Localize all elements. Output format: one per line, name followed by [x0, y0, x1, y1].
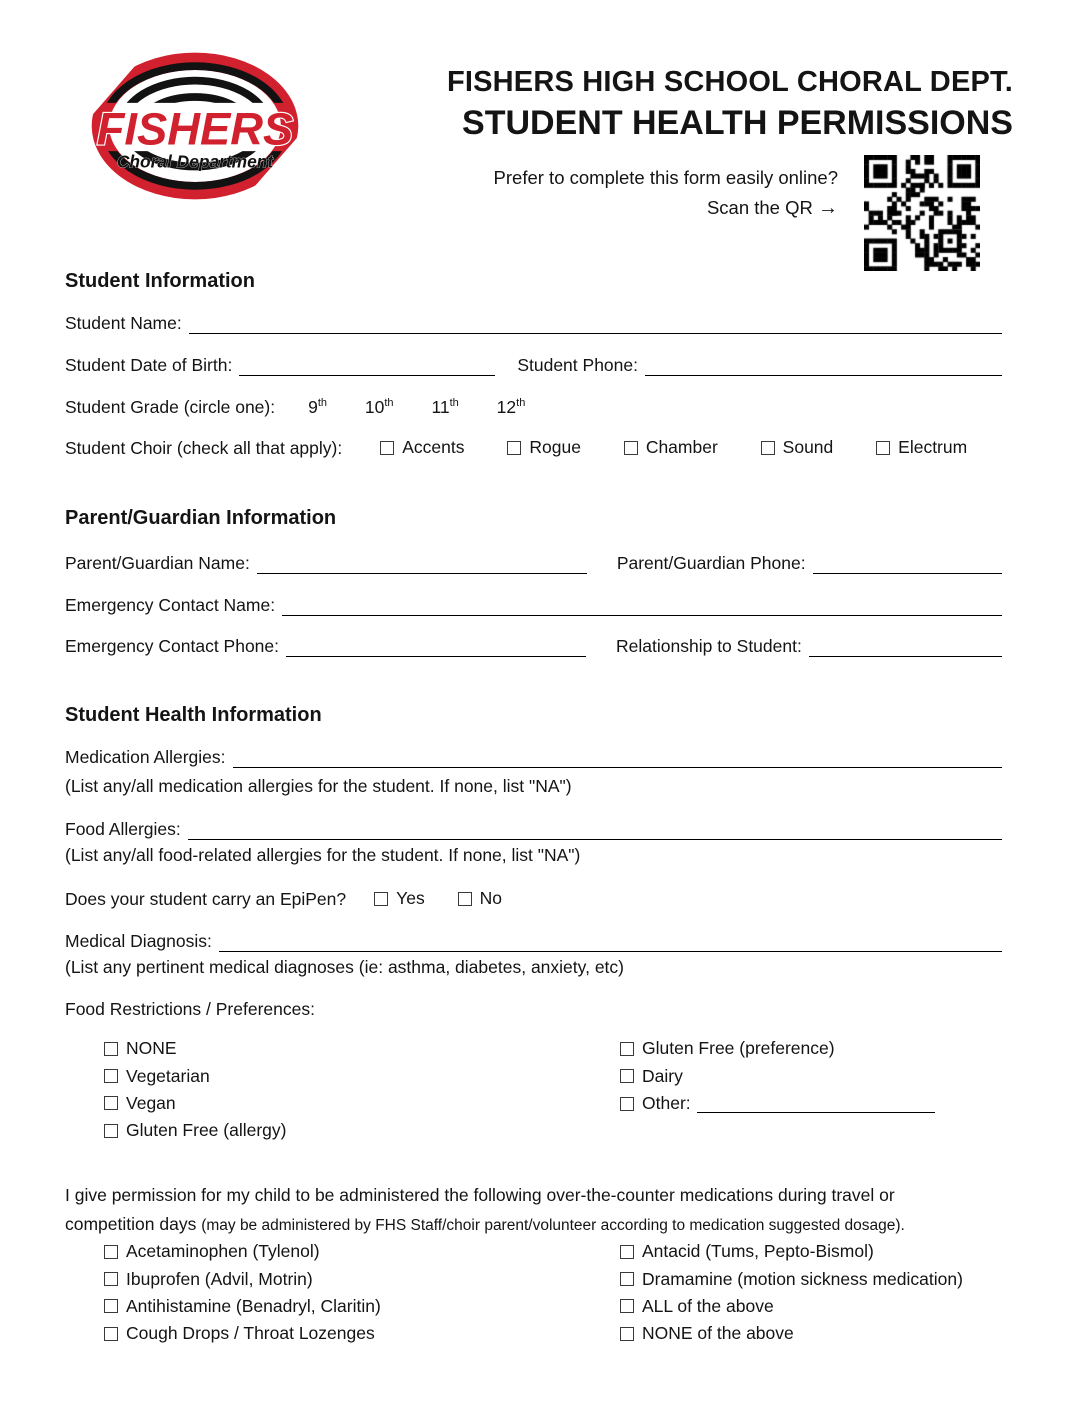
- form-title-line2: STUDENT HEALTH PERMISSIONS: [462, 104, 1013, 142]
- food-restriction-option[interactable]: [104, 1117, 286, 1144]
- form-title-line1: FISHERS HIGH SCHOOL CHORAL DEPT.: [446, 66, 1013, 98]
- medication-option[interactable]: [620, 1293, 963, 1320]
- food-restriction-label: Vegan: [126, 1092, 176, 1113]
- parent-name-label: Parent/Guardian Name:: [65, 553, 250, 573]
- checkbox-icon[interactable]: [104, 1272, 118, 1286]
- medical-diagnosis-input-line[interactable]: [219, 931, 1002, 952]
- student-dob-phone-row: [65, 353, 1002, 376]
- food-restrictions-col2: [620, 1035, 835, 1090]
- medication-option[interactable]: [104, 1293, 381, 1320]
- parent-phone-input-line[interactable]: [813, 553, 1002, 574]
- choral-dept-logo: [84, 48, 306, 204]
- food-restrictions-col1: [104, 1035, 286, 1145]
- medical-diagnosis-row: [65, 929, 1002, 952]
- medication-allergies-note: (List any/all medication allergies for the student. If none, list "NA"): [65, 776, 572, 796]
- choir-option-label: Sound: [782, 436, 834, 457]
- emergency-name-input-line[interactable]: [282, 595, 1002, 616]
- student-name-input-line[interactable]: [189, 313, 1002, 334]
- epipen-row: [65, 887, 1002, 910]
- grade-option[interactable]: [365, 397, 394, 417]
- medications-col2: [620, 1238, 963, 1348]
- checkbox-icon[interactable]: [620, 1097, 634, 1111]
- medication-option[interactable]: [620, 1265, 963, 1292]
- medication-label: Antihistamine (Benadryl, Claritin): [126, 1295, 381, 1316]
- medication-label: Acetaminophen (Tylenol): [126, 1241, 320, 1262]
- medication-label: Antacid (Tums, Pepto-Bismol): [642, 1241, 874, 1262]
- medication-allergies-row: [65, 745, 1002, 768]
- logo-title: FISHERS: [96, 103, 294, 155]
- food-allergies-input-line[interactable]: [188, 819, 1002, 840]
- food-allergies-note: (List any/all food-related allergies for the student. If none, list "NA"): [65, 845, 581, 865]
- choir-option-label: Rogue: [529, 436, 581, 457]
- food-restriction-label: Gluten Free (allergy): [126, 1120, 287, 1141]
- grade-number: 11: [431, 397, 450, 417]
- food-restriction-other-option[interactable]: [620, 1090, 935, 1117]
- grade-suffix: th: [384, 397, 394, 410]
- choir-option-label: Accents: [402, 436, 465, 457]
- choir-option[interactable]: [380, 437, 464, 458]
- emergency-name-label: Emergency Contact Name:: [65, 595, 276, 615]
- grade-option[interactable]: [497, 397, 526, 417]
- checkbox-icon[interactable]: [104, 1327, 118, 1341]
- medication-allergies-label: Medication Allergies:: [65, 747, 226, 767]
- epipen-option-label: Yes: [396, 887, 425, 908]
- student-choir-label: Student Choir (check all that apply):: [65, 438, 343, 458]
- medication-option[interactable]: [104, 1238, 381, 1265]
- grade-number: 10: [364, 397, 385, 417]
- checkbox-icon[interactable]: [104, 1299, 118, 1313]
- food-restrictions-label: Food Restrictions / Preferences:: [65, 999, 315, 1019]
- food-restriction-label: Vegetarian: [126, 1065, 210, 1086]
- medication-option[interactable]: [104, 1320, 381, 1347]
- choir-option[interactable]: [876, 437, 967, 458]
- food-restriction-option[interactable]: [620, 1062, 835, 1089]
- epipen-option-label: No: [479, 887, 502, 908]
- student-dob-input-line[interactable]: [239, 355, 495, 376]
- qr-code: [864, 155, 980, 271]
- checkbox-icon[interactable]: [624, 441, 638, 455]
- food-restriction-option[interactable]: [104, 1062, 286, 1089]
- food-restriction-option[interactable]: [620, 1035, 835, 1062]
- food-restriction-option[interactable]: [104, 1090, 286, 1117]
- otc-permission-text: [65, 1181, 973, 1240]
- medication-option[interactable]: [620, 1320, 963, 1347]
- health-info-heading: Student Health Information: [65, 704, 322, 726]
- grade-option[interactable]: [308, 397, 327, 417]
- checkbox-icon[interactable]: [507, 441, 521, 455]
- online-prompt: Prefer to complete this form easily online?: [493, 167, 838, 188]
- student-choir-row: [65, 436, 1002, 459]
- student-dob-label: Student Date of Birth:: [65, 355, 233, 375]
- checkbox-icon[interactable]: [620, 1245, 634, 1259]
- medication-allergies-input-line[interactable]: [233, 747, 1003, 768]
- medications-col1: [104, 1238, 381, 1348]
- student-grade-row: [65, 395, 1002, 418]
- student-name-row: [65, 311, 1002, 334]
- checkbox-icon[interactable]: [374, 892, 388, 906]
- choir-option[interactable]: [507, 437, 581, 458]
- relationship-label: Relationship to Student:: [616, 636, 802, 656]
- checkbox-icon[interactable]: [458, 892, 472, 906]
- grade-number: 9: [308, 397, 318, 417]
- parent-name-phone-row: [65, 551, 1002, 574]
- student-phone-input-line[interactable]: [645, 355, 1002, 376]
- choir-option-label: Chamber: [645, 436, 718, 457]
- grade-options: [275, 397, 525, 418]
- logo-subtitle: Choral Department: [116, 151, 274, 172]
- epipen-option[interactable]: [374, 888, 425, 909]
- otc-permission-note: (may be administered by FHS Staff/choir parent/volunteer according to medication suggested dosage).: [201, 1217, 905, 1234]
- checkbox-icon[interactable]: [104, 1042, 118, 1056]
- student-grade-label: Student Grade (circle one):: [65, 397, 276, 417]
- grade-suffix: th: [516, 397, 526, 410]
- scan-qr-line: [707, 197, 838, 220]
- checkbox-icon[interactable]: [620, 1299, 634, 1313]
- choir-options: [342, 437, 967, 460]
- emergency-phone-input-line[interactable]: [286, 636, 586, 657]
- student-name-label: Student Name:: [65, 313, 182, 333]
- checkbox-icon[interactable]: [104, 1096, 118, 1110]
- medical-diagnosis-note: (List any pertinent medical diagnoses (ie: asthma, diabetes, anxiety, etc): [65, 957, 624, 977]
- arrow-right-icon: →: [818, 197, 838, 219]
- food-restriction-label: Gluten Free (preference): [642, 1038, 835, 1059]
- medication-label: Ibuprofen (Advil, Motrin): [126, 1268, 313, 1289]
- checkbox-icon[interactable]: [761, 441, 775, 455]
- relationship-input-line[interactable]: [809, 636, 1002, 657]
- food-restriction-label: NONE: [126, 1038, 177, 1059]
- grade-option[interactable]: [431, 397, 458, 417]
- medication-label: Cough Drops / Throat Lozenges: [126, 1323, 375, 1344]
- epipen-options: [346, 888, 502, 911]
- medication-option[interactable]: [620, 1238, 963, 1265]
- parent-info-heading: Parent/Guardian Information: [65, 507, 337, 529]
- grade-suffix: th: [317, 397, 328, 410]
- medical-diagnosis-label: Medical Diagnosis:: [65, 931, 212, 951]
- food-restriction-label: Dairy: [642, 1065, 683, 1086]
- epipen-option[interactable]: [458, 888, 502, 909]
- checkbox-icon[interactable]: [380, 441, 394, 455]
- medication-label: ALL of the above: [642, 1295, 774, 1316]
- checkbox-icon[interactable]: [620, 1272, 634, 1286]
- emergency-phone-label: Emergency Contact Phone:: [65, 636, 280, 656]
- parent-phone-label: Parent/Guardian Phone:: [616, 553, 806, 573]
- food-restriction-option[interactable]: [104, 1035, 286, 1062]
- emergency-name-row: [65, 593, 1002, 616]
- checkbox-icon[interactable]: [104, 1124, 118, 1138]
- emergency-phone-relationship-row: [65, 634, 1002, 657]
- student-info-heading: Student Information: [65, 270, 255, 292]
- choir-option[interactable]: [624, 437, 718, 458]
- food-allergies-row: [65, 817, 1002, 840]
- checkbox-icon[interactable]: [104, 1245, 118, 1259]
- grade-suffix: th: [449, 397, 459, 410]
- other-label: Other:: [642, 1093, 691, 1114]
- parent-name-input-line[interactable]: [257, 553, 587, 574]
- checkbox-icon[interactable]: [876, 441, 890, 455]
- checkbox-icon[interactable]: [620, 1069, 634, 1083]
- medication-label: NONE of the above: [642, 1323, 794, 1344]
- checkbox-icon[interactable]: [620, 1327, 634, 1341]
- choir-option[interactable]: [761, 437, 834, 458]
- grade-number: 12: [496, 397, 517, 417]
- checkbox-icon[interactable]: [104, 1069, 118, 1083]
- epipen-label: Does your student carry an EpiPen?: [65, 889, 347, 909]
- food-allergies-label: Food Allergies:: [65, 819, 181, 839]
- medication-option[interactable]: [104, 1265, 381, 1292]
- checkbox-icon[interactable]: [620, 1042, 634, 1056]
- other-input-line[interactable]: [697, 1094, 935, 1113]
- otc-permission-main: I give permission for my child to be administered the following over-the-counter medications during travel or competition days: [65, 1185, 895, 1234]
- scan-qr-label: Scan the QR: [706, 197, 813, 218]
- choir-option-label: Electrum: [898, 436, 968, 457]
- student-phone-label: Student Phone:: [517, 355, 638, 375]
- medication-label: Dramamine (motion sickness medication): [642, 1268, 963, 1289]
